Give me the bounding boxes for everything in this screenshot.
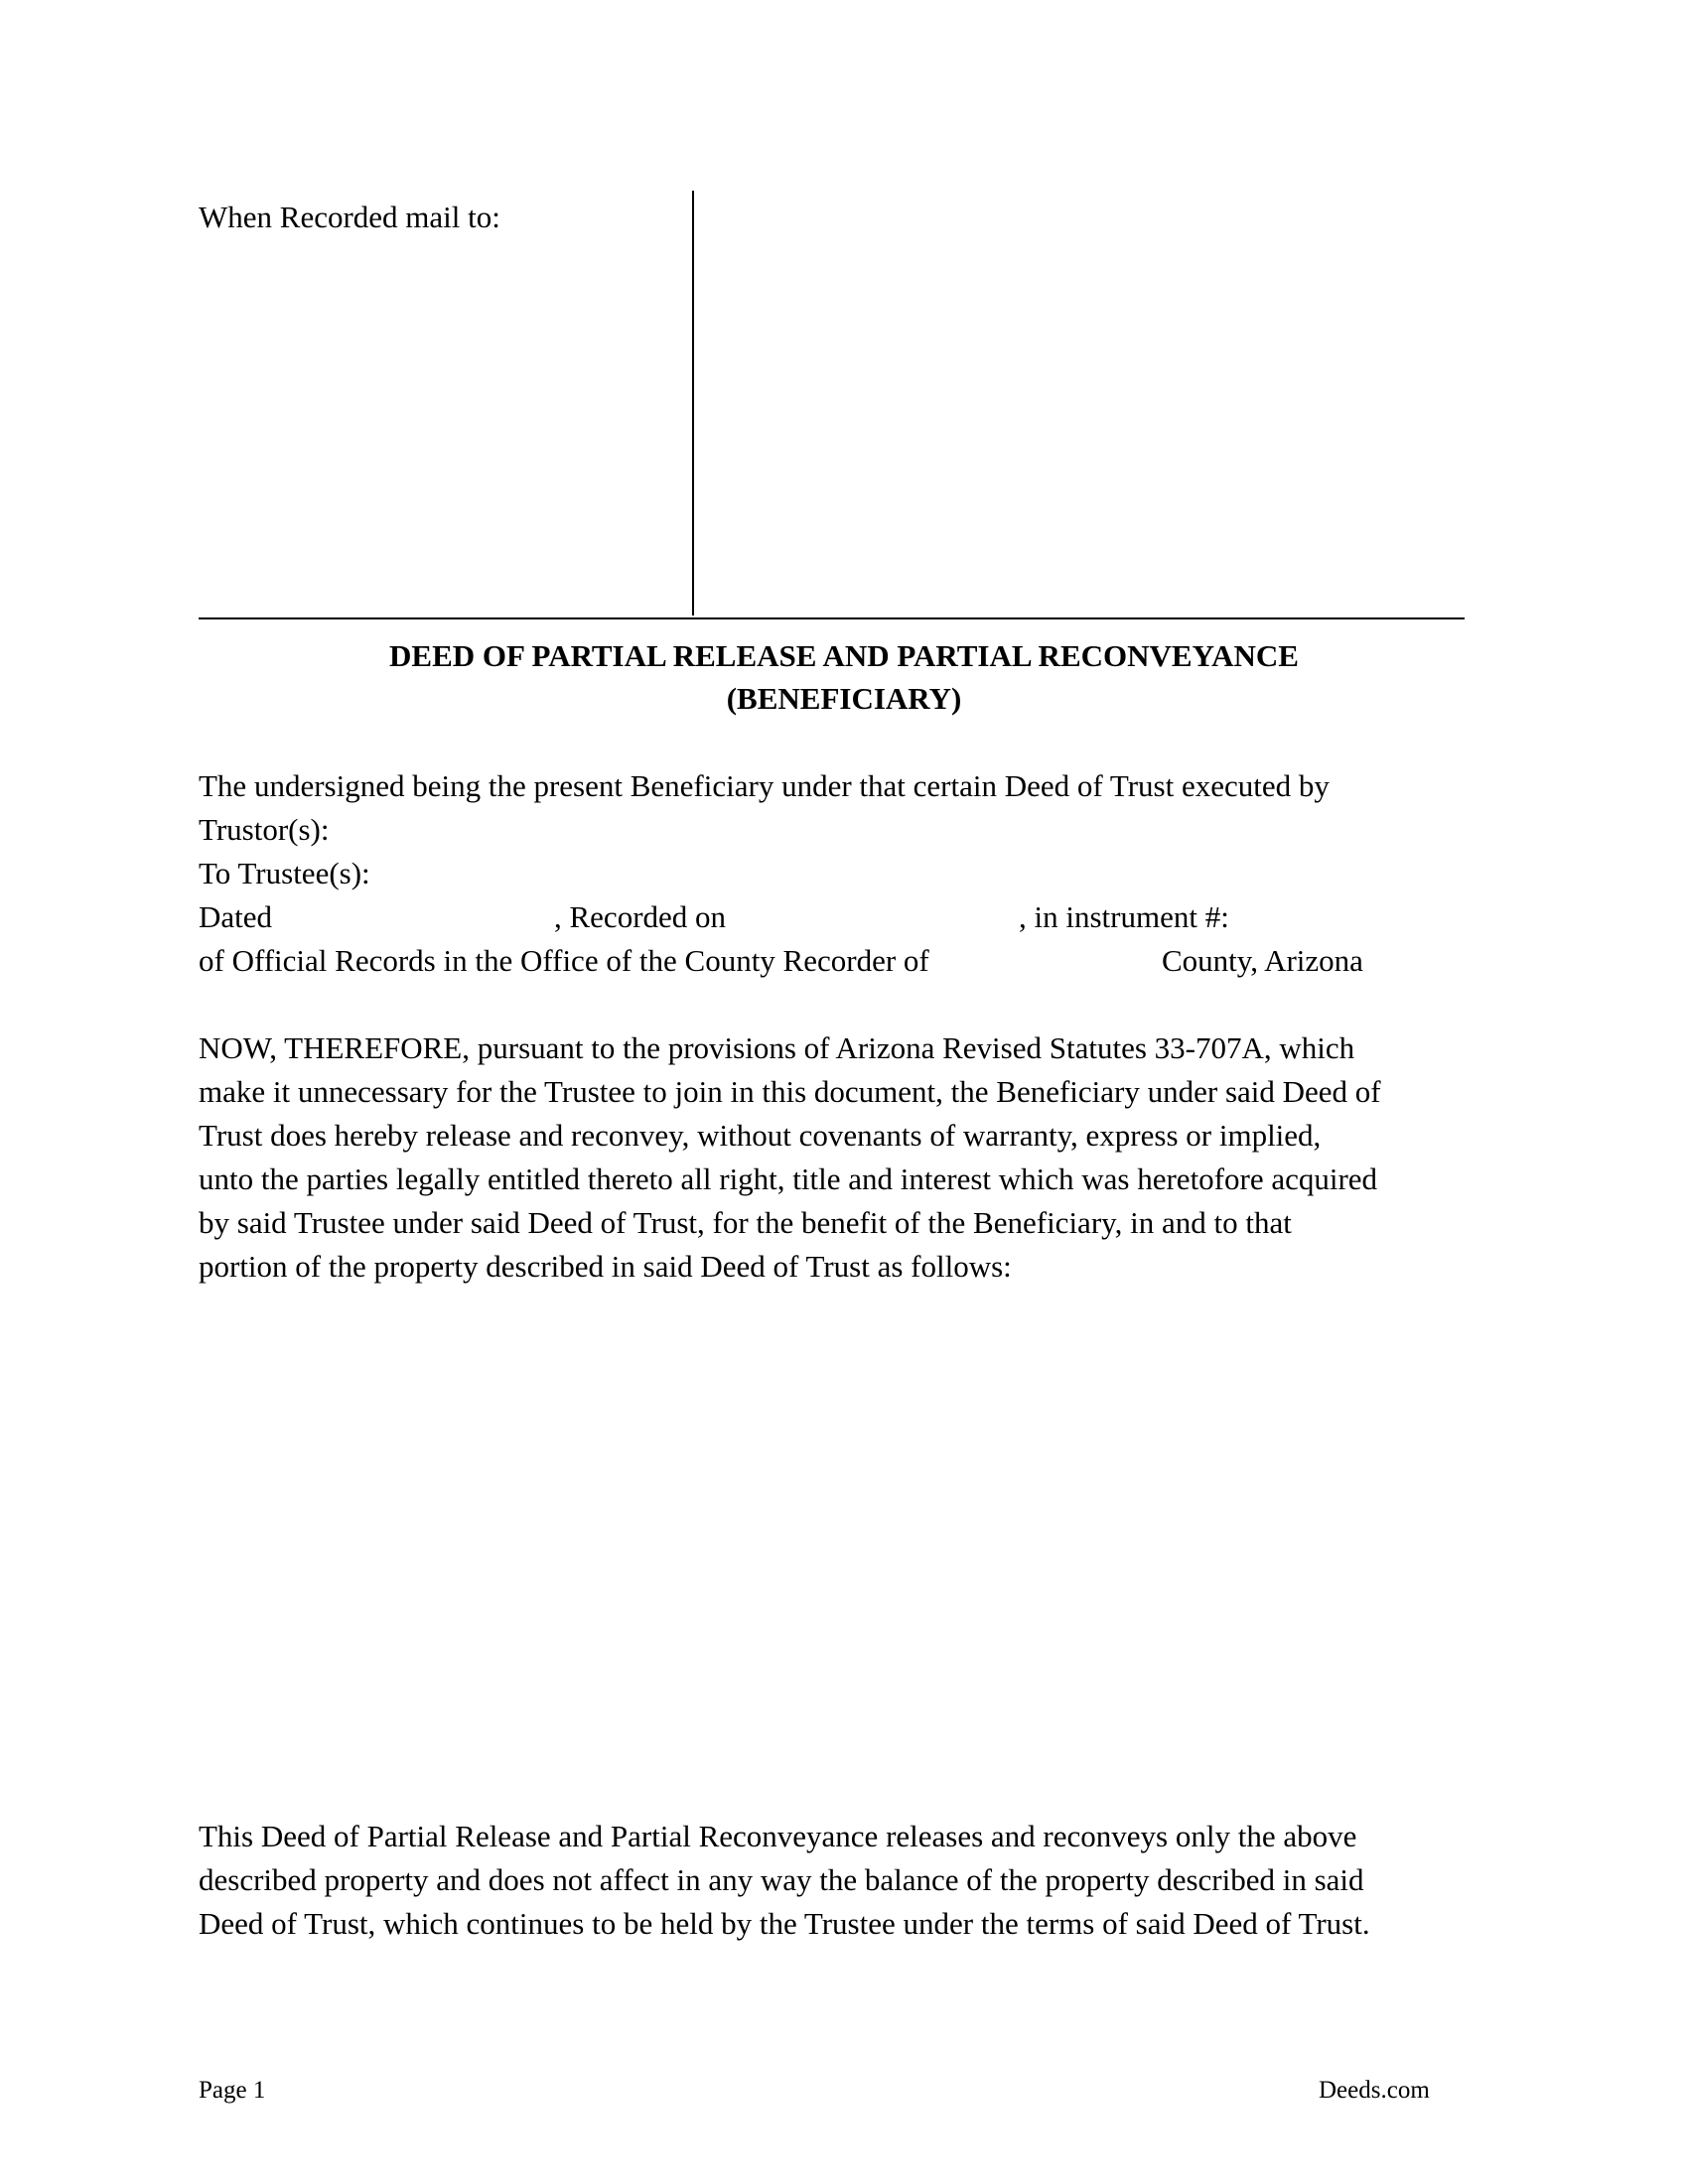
dated-label: Dated — [199, 899, 273, 934]
title-line-1: DEED OF PARTIAL RELEASE AND PARTIAL RECONVEYANCE — [389, 638, 1299, 673]
closing-paragraph — [199, 1815, 1489, 1946]
paragraph-line: Deed of Trust, which continues to be held by the Trustee under the terms of said Deed of Trust. — [199, 1906, 1370, 1941]
paragraph-line: Trust does hereby release and reconvey, without covenants of warranty, express or implied, — [199, 1118, 1322, 1153]
paragraph-line: make it unnecessary for the Trustee to join in this document, the Beneficiary under said Deed of — [199, 1074, 1381, 1109]
paragraph-line: described property and does not affect in any way the balance of the property described in said — [199, 1862, 1364, 1897]
paragraph-line: NOW, THEREFORE, pursuant to the provisions of Arizona Revised Statutes 33-707A, which — [199, 1030, 1355, 1065]
header-horizontal-rule — [199, 617, 1465, 619]
instrument-label: , in instrument #: — [1019, 899, 1229, 934]
trustor-label: Trustor(s): — [199, 812, 330, 847]
header-vertical-divider — [692, 191, 694, 615]
recorded-on-label: , Recorded on — [554, 899, 727, 934]
title-line-2: (BENEFICIARY) — [726, 681, 962, 716]
paragraph-line: portion of the property described in said Deed of Trust as follows: — [199, 1249, 1012, 1284]
paragraph-line: by said Trustee under said Deed of Trust, for the benefit of the Beneficiary, in and to that — [199, 1205, 1292, 1240]
official-records-label: of Official Records in the Office of the County Recorder of — [199, 943, 929, 978]
recital-line-1: The undersigned being the present Beneficiary under that certain Deed of Trust executed by — [199, 768, 1330, 803]
paragraph-line: This Deed of Partial Release and Partial Reconveyance releases and reconveys only the above — [199, 1819, 1357, 1853]
paragraph-line: unto the parties legally entitled thereto all right, title and interest which was heretofore acquired — [199, 1161, 1378, 1196]
trustee-label: To Trustee(s): — [199, 856, 370, 890]
footer-brand: Deeds.com — [1319, 2077, 1430, 2104]
release-paragraph — [199, 1026, 1489, 1289]
page-number: Page 1 — [199, 2077, 266, 2104]
county-label: County, Arizona — [1162, 943, 1363, 978]
mail-to-label: When Recorded mail to: — [199, 200, 500, 234]
document-title — [199, 634, 1489, 720]
